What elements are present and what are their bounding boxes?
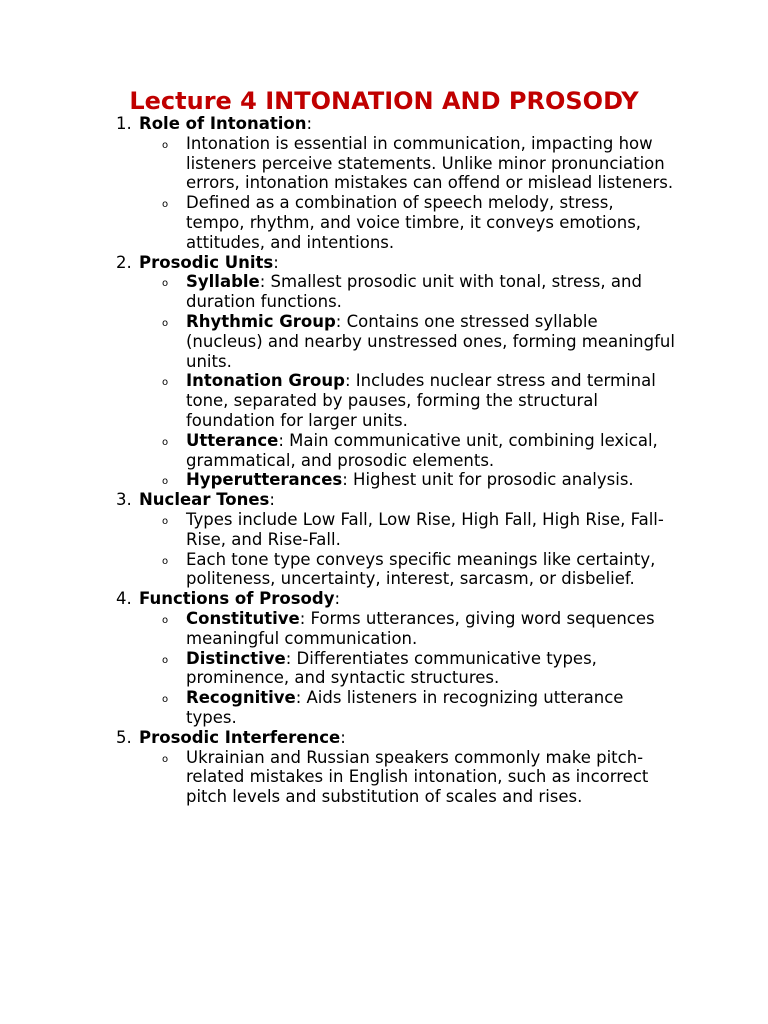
section-title-colon: : <box>273 252 279 272</box>
outline-section <box>116 114 676 253</box>
outline-section <box>116 253 676 491</box>
section-number: 4. <box>116 589 132 609</box>
item-text: : Forms utterances, giving word sequences meaningful communication. <box>186 608 655 648</box>
bullet-icon: o <box>162 614 169 626</box>
list-item <box>116 688 676 728</box>
section-title <box>139 253 279 273</box>
section-title-text: Nuclear Tones <box>139 490 270 510</box>
section-title-text: Role of Intonation <box>139 114 307 133</box>
list-item <box>116 748 676 807</box>
list-item <box>116 431 676 471</box>
bullet-icon: o <box>162 199 169 211</box>
section-title-text: Prosodic Units <box>139 252 274 272</box>
bullet-icon: o <box>162 377 169 389</box>
bullet-icon: o <box>162 753 169 765</box>
section-title <box>139 490 275 510</box>
bullet-icon: o <box>162 555 169 567</box>
item-text: : Differentiates communicative types, prominence, and syntactic structures. <box>186 648 597 688</box>
section-heading <box>116 114 676 134</box>
section-number: 3. <box>116 490 132 510</box>
outline-section <box>116 728 676 807</box>
list-item <box>116 510 676 550</box>
section-title-text: Prosodic Interference <box>139 727 341 747</box>
list-item <box>116 649 676 689</box>
section-heading <box>116 589 676 609</box>
list-item <box>116 371 676 430</box>
list-item <box>116 272 676 312</box>
item-term: Recognitive <box>186 688 296 708</box>
section-number: 1. <box>116 114 132 133</box>
section-bullet-list <box>116 748 676 807</box>
item-text: : Highest unit for prosodic analysis. <box>342 470 634 490</box>
bullet-icon: o <box>162 278 169 290</box>
outline-section <box>116 490 676 589</box>
section-heading <box>116 728 676 748</box>
list-item <box>116 312 676 371</box>
page-title: Lecture 4 INTONATION AND PROSODY <box>129 87 639 115</box>
bullet-icon: o <box>162 317 169 329</box>
list-item <box>116 193 676 252</box>
item-text: Defined as a combination of speech melody, stress, tempo, rhythm, and voice timbre, it conveys emotions, attitudes, and intentions. <box>186 193 642 252</box>
item-text: Intonation is essential in communication, impacting how listeners perceive statements. Unlike minor pronunciation errors, intonation mistakes can offend or mislead listeners. <box>186 133 674 193</box>
section-heading <box>116 490 676 510</box>
item-text: Ukrainian and Russian speakers commonly make pitch-related mistakes in English intonation, such as incorrect pitch levels and substitution of scales and rises. <box>186 747 649 807</box>
item-text: Types include Low Fall, Low Rise, High Fall, High Rise, Fall-Rise, and Rise-Fall. <box>186 509 664 549</box>
lecture-outline <box>116 114 676 807</box>
item-term: Distinctive <box>186 648 286 668</box>
item-text: : Smallest prosodic unit with tonal, stress, and duration functions. <box>186 272 642 312</box>
section-title-colon: : <box>269 490 275 510</box>
section-bullet-list <box>116 134 676 253</box>
section-title-colon: : <box>334 589 341 609</box>
section-number: 2. <box>116 252 132 272</box>
section-bullet-list <box>116 272 676 490</box>
section-title <box>139 589 340 609</box>
bullet-icon: o <box>162 139 169 151</box>
list-item <box>116 134 676 193</box>
section-title <box>139 728 346 748</box>
item-term: Intonation Group <box>186 371 345 391</box>
item-text: Each tone type conveys specific meanings like certainty, politeness, uncertainty, interest, sarcasm, or disbelief. <box>186 549 656 589</box>
bullet-icon: o <box>162 476 169 488</box>
item-term: Utterance <box>186 430 279 450</box>
outline-section <box>116 589 676 728</box>
section-bullet-list <box>116 510 676 589</box>
section-title <box>139 114 312 134</box>
section-title-colon: : <box>306 114 313 133</box>
list-item <box>116 550 676 590</box>
section-bullet-list <box>116 609 676 728</box>
item-term: Syllable <box>186 272 260 292</box>
bullet-icon: o <box>162 654 169 666</box>
bullet-icon: o <box>162 436 169 448</box>
list-item <box>116 470 676 490</box>
bullet-icon: o <box>162 694 169 706</box>
item-text: : Main communicative unit, combining lexical, grammatical, and prosodic elements. <box>186 430 658 470</box>
item-term: Hyperutterances <box>186 470 343 490</box>
list-item <box>116 609 676 649</box>
bullet-icon: o <box>162 515 169 527</box>
item-text: : Contains one stressed syllable (nucleus) and nearby unstressed ones, forming meaningful units. <box>186 311 675 371</box>
item-term: Constitutive <box>186 608 300 628</box>
section-title-colon: : <box>340 727 346 747</box>
section-heading <box>116 253 676 273</box>
item-text: : Includes nuclear stress and terminal tone, separated by pauses, forming the structural foundation for larger units. <box>186 371 656 430</box>
section-number: 5. <box>116 727 132 747</box>
item-text: : Aids listeners in recognizing utterance types. <box>186 688 624 727</box>
item-term: Rhythmic Group <box>186 311 336 331</box>
section-title-text: Functions of Prosody <box>139 589 335 609</box>
